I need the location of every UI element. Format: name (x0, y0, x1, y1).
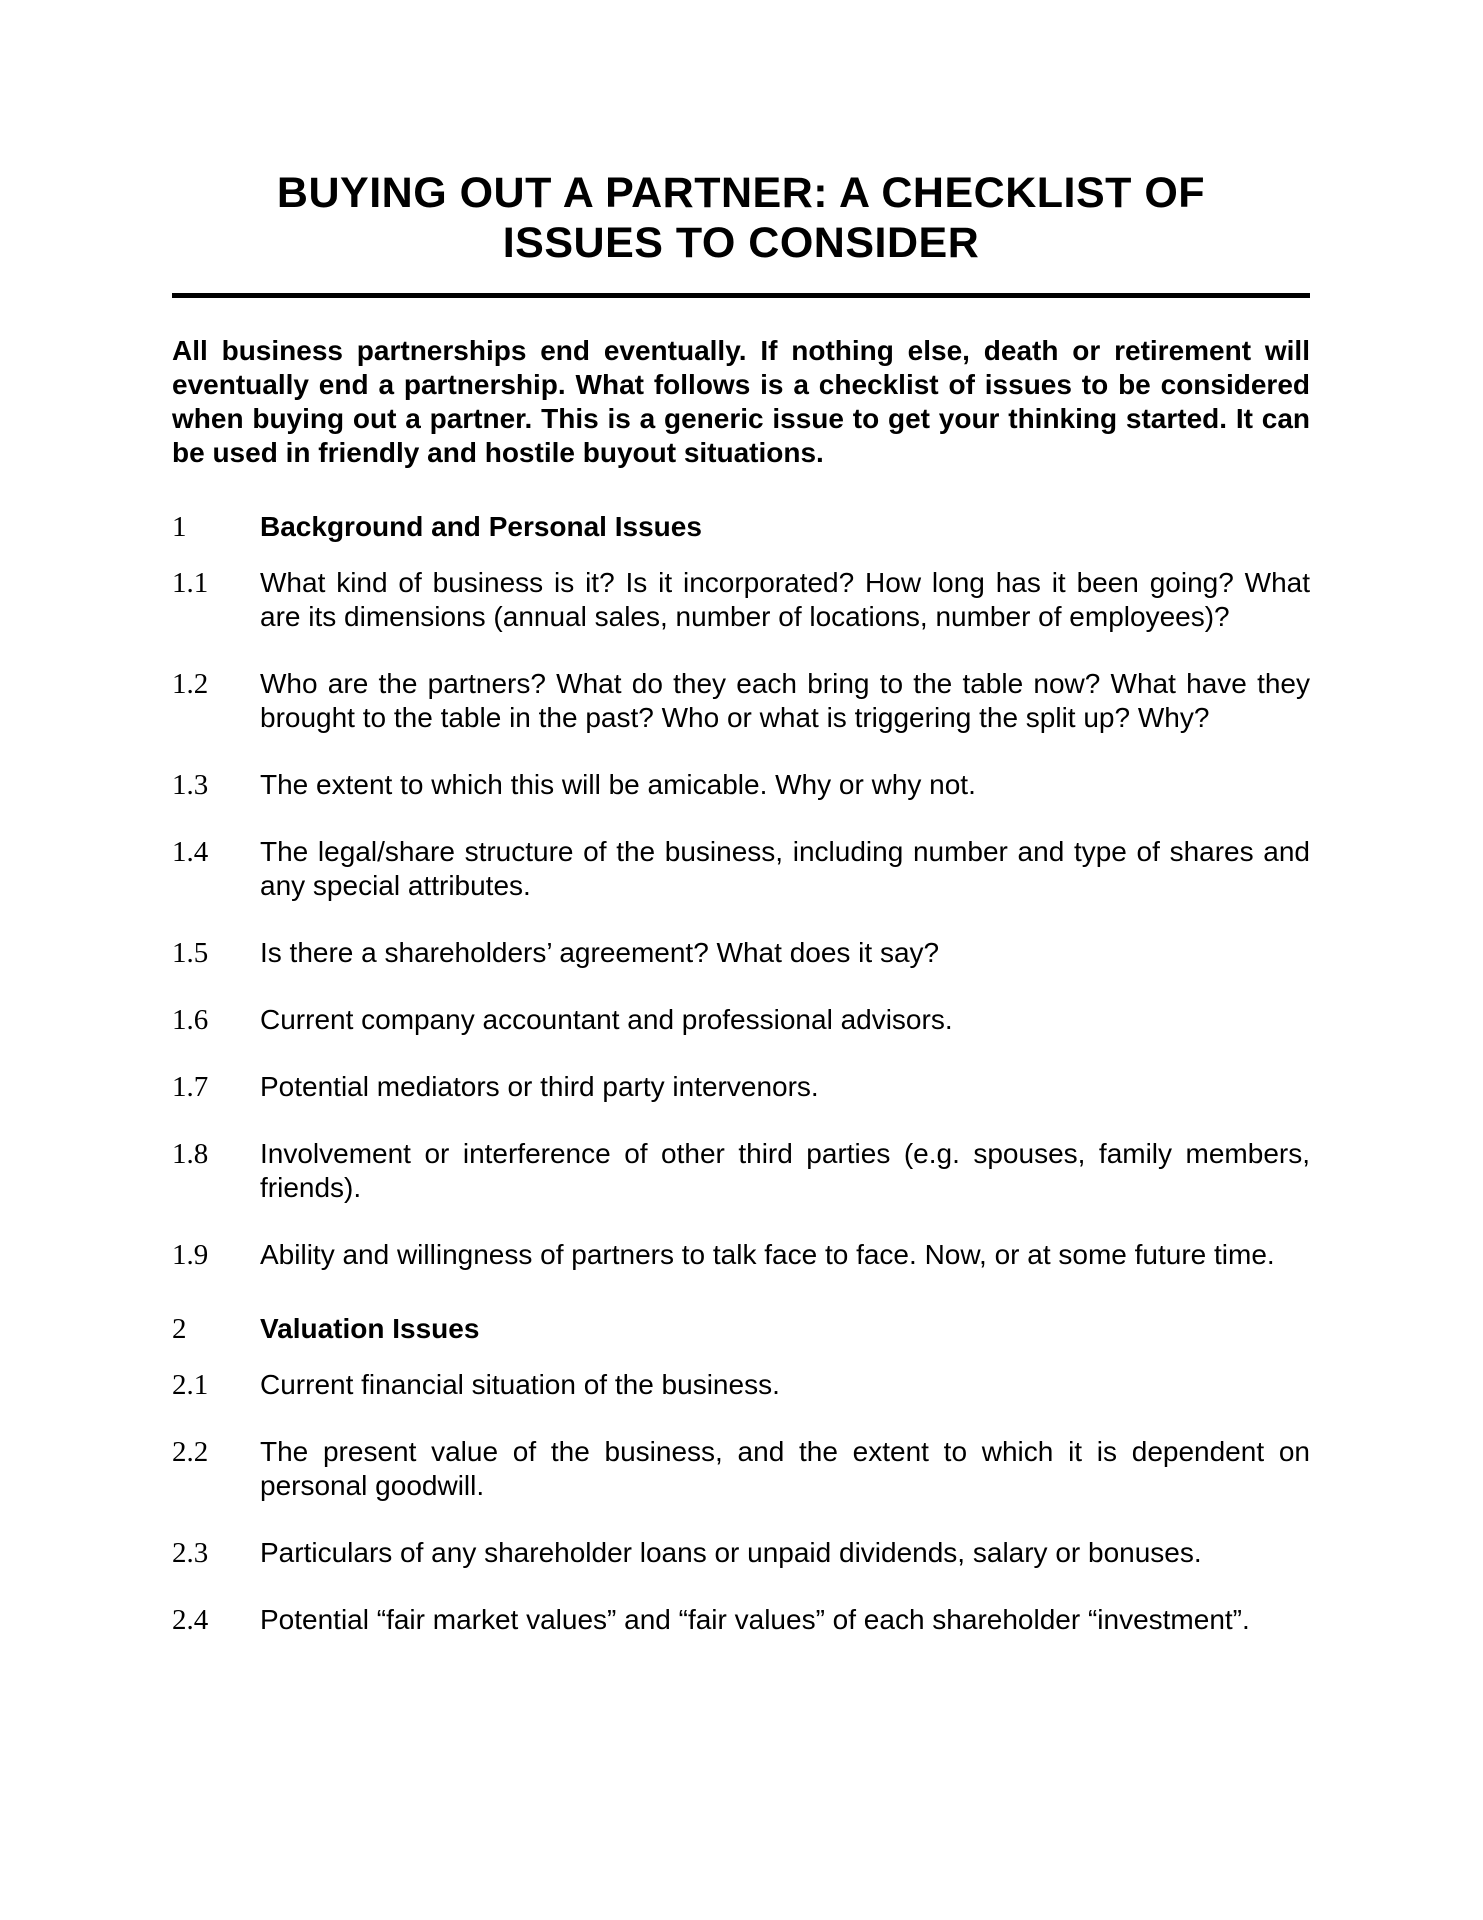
item-number: 1.9 (172, 1239, 209, 1271)
item-text: Ability and willingness of partners to talk face to face. Now, or at some future time. (260, 1239, 1275, 1270)
item-text: Potential mediators or third party intervenors. (260, 1071, 819, 1102)
section-items (172, 566, 1310, 1272)
page-title (172, 168, 1310, 268)
checklist-item (172, 768, 1310, 802)
item-number: 1.5 (172, 937, 209, 969)
checklist-item (172, 835, 1310, 903)
checklist-item (172, 1536, 1310, 1570)
checklist-item (172, 566, 1310, 634)
item-number: 1.3 (172, 769, 209, 801)
item-number: 1.4 (172, 836, 209, 868)
item-text: The extent to which this will be amicable. Why or why not. (260, 769, 976, 800)
section-number: 1 (172, 511, 187, 543)
checklist-item (172, 1070, 1310, 1104)
item-text: Particulars of any shareholder loans or unpaid dividends, salary or bonuses. (260, 1537, 1202, 1568)
section-heading: Valuation Issues (260, 1313, 480, 1344)
checklist-item (172, 1137, 1310, 1205)
section-heading-row (172, 510, 1310, 544)
section-number: 2 (172, 1313, 187, 1345)
checklist-item (172, 1435, 1310, 1503)
checklist-item (172, 667, 1310, 735)
page-title-line2: ISSUES TO CONSIDER (502, 219, 980, 267)
section-heading: Background and Personal Issues (260, 511, 702, 542)
item-text: The present value of the business, and the extent to which it is dependent on personal goodwill. (260, 1436, 1310, 1501)
item-number: 1.7 (172, 1071, 209, 1103)
item-text: Is there a shareholders’ agreement? What does it say? (260, 937, 940, 968)
item-number: 1.1 (172, 567, 209, 599)
item-text: What kind of business is it? Is it incorporated? How long has it been going? What are its dimensions (annual sales, number of locations, number of employees)? (260, 567, 1310, 632)
checklist-section (172, 510, 1310, 1272)
section-items (172, 1368, 1310, 1637)
item-text: Who are the partners? What do they each bring to the table now? What have they brought to the table in the past? Who or what is triggering the split up? Why? (260, 668, 1310, 733)
item-text: Current company accountant and professional advisors. (260, 1004, 953, 1035)
item-text: Current financial situation of the business. (260, 1369, 780, 1400)
checklist-item (172, 1603, 1310, 1637)
checklist-item (172, 1238, 1310, 1272)
intro-paragraph: All business partnerships end eventually. If nothing else, death or retirement will eventually end a partnership. What follows is a checklist of issues to be considered when buying out a partner. This is a generic issue to get your thinking started. It can be used in friendly and hostile buyout situations. (172, 335, 1310, 468)
checklist-item (172, 1368, 1310, 1402)
item-number: 1.6 (172, 1004, 209, 1036)
checklist-sections (172, 510, 1310, 1637)
checklist-item (172, 936, 1310, 970)
checklist-section (172, 1312, 1310, 1637)
item-text: Potential “fair market values” and “fair values” of each shareholder “investment”. (260, 1604, 1250, 1635)
title-divider (172, 293, 1310, 298)
item-text: Involvement or interference of other third parties (e.g. spouses, family members, friends). (260, 1138, 1310, 1203)
checklist-item (172, 1003, 1310, 1037)
item-number: 1.2 (172, 668, 209, 700)
item-text: The legal/share structure of the business, including number and type of shares and any special attributes. (260, 836, 1310, 901)
item-number: 2.3 (172, 1537, 209, 1569)
item-number: 2.1 (172, 1369, 209, 1401)
page-title-line1: BUYING OUT A PARTNER: A CHECKLIST OF (276, 169, 1206, 217)
item-number: 2.2 (172, 1436, 209, 1468)
item-number: 1.8 (172, 1138, 209, 1170)
section-heading-row (172, 1312, 1310, 1346)
item-number: 2.4 (172, 1604, 209, 1636)
